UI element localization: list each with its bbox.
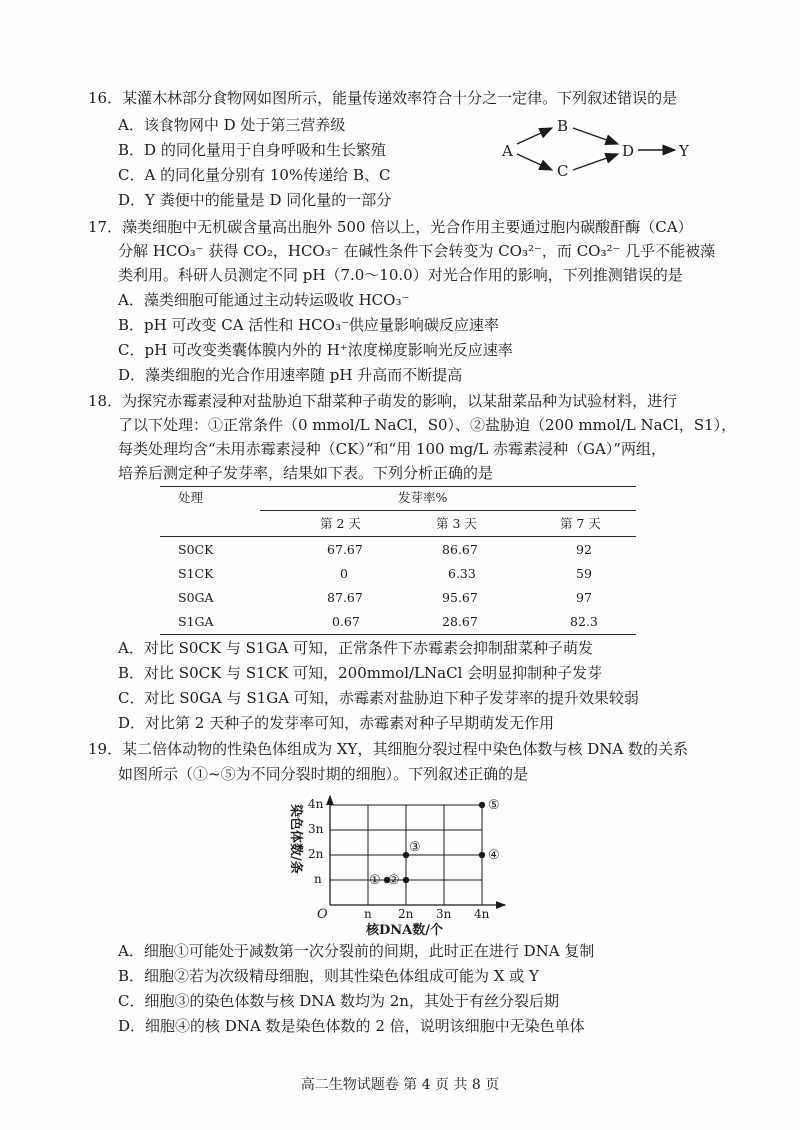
q17-option-a: A．藻类细胞可能通过主动转运吸收 HCO₃⁻ bbox=[118, 291, 410, 309]
table-cell: 0 bbox=[340, 566, 348, 581]
node-c: C bbox=[557, 162, 569, 180]
table-cell: 6.33 bbox=[448, 566, 476, 581]
q17-option-c: C．pH 可改变类囊体膜内外的 H⁺浓度梯度影响光反应速率 bbox=[118, 341, 513, 359]
q17-stem-line-1: 17．藻类细胞中无机碳含量高出胞外 500 倍以上，光合作用主要通过胞内碳酸酐酶（CA） bbox=[88, 218, 693, 236]
q19-option-c: C．细胞③的染色体数与核 DNA 数均为 2n，其处于有丝分裂后期 bbox=[118, 992, 559, 1010]
table-day-header: 第 7 天 bbox=[560, 516, 601, 531]
q19-stem-line-1: 19．某二倍体动物的性染色体组成为 XY，其细胞分裂过程中染色体数与核 DNA 数的关系 bbox=[88, 740, 688, 758]
table-cell: 92 bbox=[576, 542, 592, 557]
q17-stem-line-2: 分解 HCO₃⁻ 获得 CO₂，HCO₃⁻ 在碱性条件下会转变为 CO₃²⁻，而 CO₃²⁻ 几乎不能被藻 bbox=[118, 242, 716, 260]
point-label: ② bbox=[388, 873, 400, 888]
table-row-label: S0CK bbox=[178, 542, 214, 557]
table-day-header: 第 3 天 bbox=[436, 516, 477, 531]
table-row-label: S1CK bbox=[178, 566, 214, 581]
q18-stem-line-4: 培养后测定种子发芽率，结果如下表。下列分析正确的是 bbox=[118, 464, 494, 482]
table-cell: 59 bbox=[576, 566, 592, 581]
q16-option-d: D．Y 粪便中的能量是 D 同化量的一部分 bbox=[118, 191, 392, 209]
point-label: ③ bbox=[409, 840, 421, 855]
data-point bbox=[403, 877, 409, 883]
data-point bbox=[479, 802, 485, 808]
table-header-rule bbox=[160, 536, 636, 537]
data-point bbox=[479, 852, 485, 858]
q16-option-c: C．A 的同化量分别有 10%传递给 B、C bbox=[118, 166, 391, 184]
table-group-rule bbox=[260, 510, 636, 511]
point-label: ④ bbox=[488, 848, 500, 863]
q16-option-a: A．该食物网中 D 处于第三营养级 bbox=[118, 116, 346, 134]
node-d: D bbox=[622, 142, 635, 160]
arrow-a-b bbox=[517, 128, 552, 144]
y-tick-label: n bbox=[314, 872, 322, 886]
q18-stem-line-1: 18．为探究赤霉素浸种对盐胁迫下甜菜种子萌发的影响，以某甜菜品种为试验材料，进行 bbox=[88, 392, 678, 410]
q18-option-a: A．对比 S0CK 与 S1GA 可知，正常条件下赤霉素会抑制甜菜种子萌发 bbox=[118, 639, 594, 657]
graph-origin: O bbox=[317, 907, 328, 922]
q18-option-b: B．对比 S0CK 与 S1CK 可知，200mmol/LNaCl 会明显抑制种子发芽 bbox=[118, 664, 603, 682]
table-cell: 95.67 bbox=[442, 590, 478, 605]
q18-option-c: C．对比 S0GA 与 S1GA 可知，赤霉素对盐胁迫下种子发芽率的提升效果较弱 bbox=[118, 689, 639, 707]
q18-stem-line-2: 了以下处理：①正常条件（0 mmol/L NaCl，S0）、②盐胁迫（200 mmol/L NaCl，S1）， bbox=[118, 416, 737, 434]
table-cell: 87.67 bbox=[327, 590, 363, 605]
table-cell: 0.67 bbox=[332, 614, 360, 629]
graph-points bbox=[369, 798, 500, 888]
x-tick-label: 2n bbox=[398, 907, 414, 921]
q19-option-a: A．细胞①可能处于减数第一次分裂前的间期，此时正在进行 DNA 复制 bbox=[118, 942, 595, 960]
table-cell: 97 bbox=[576, 590, 592, 605]
table-cell: 82.3 bbox=[570, 614, 598, 629]
table-group-header: 发芽率% bbox=[398, 490, 448, 505]
table-cell: 67.67 bbox=[327, 542, 363, 557]
page-footer: 高二生物试题卷 第 4 页 共 8 页 bbox=[300, 1077, 500, 1093]
y-tick-label: 2n bbox=[308, 847, 324, 861]
q17-stem-line-3: 类利用。科研人员测定不同 pH（7.0～10.0）对光合作用的影响，下列推测错误的是 bbox=[118, 266, 683, 284]
node-y: Y bbox=[679, 142, 689, 160]
q18-option-d: D．对比第 2 天种子的发芽率可知，赤霉素对种子早期萌发无作用 bbox=[118, 714, 555, 732]
point-label: ① bbox=[369, 873, 381, 888]
q16-option-b: B．D 的同化量用于自身呼吸和生长繁殖 bbox=[118, 141, 386, 159]
table-bottom-rule bbox=[160, 634, 636, 635]
table-cell: 86.67 bbox=[442, 542, 478, 557]
q19-option-b: B．细胞②若为次级精母细胞，则其性染色体组成可能为 X 或 Y bbox=[118, 967, 539, 985]
q17-option-d: D．藻类细胞的光合作用速率随 pH 升高而不断提高 bbox=[118, 366, 463, 384]
table-row-label: S1GA bbox=[178, 614, 214, 629]
x-tick-label: 4n bbox=[474, 907, 490, 921]
q16-stem: 16．某灌木林部分食物网如图所示，能量传递效率符合十分之一定律。下列叙述错误的是 bbox=[88, 89, 678, 107]
q19-option-d: D．细胞④的核 DNA 数是染色体数的 2 倍，说明该细胞中无染色单体 bbox=[118, 1017, 585, 1035]
arrow-b-d bbox=[573, 128, 618, 144]
table-row-label: S0GA bbox=[178, 590, 214, 605]
chromosome-dna-graph bbox=[280, 790, 520, 940]
node-a: A bbox=[502, 142, 513, 160]
node-b: B bbox=[557, 117, 569, 135]
table-col-header: 处理 bbox=[178, 490, 204, 505]
x-axis-label: 核DNA数/个 bbox=[366, 923, 443, 938]
q17-option-b: B．pH 可改变 CA 活性和 HCO₃⁻供应量影响碳反应速率 bbox=[118, 316, 499, 334]
x-tick-label: n bbox=[364, 907, 372, 921]
point-label: ⑤ bbox=[488, 798, 500, 813]
q18-stem-line-3: 每类处理均含“未用赤霉素浸种（CK）”和“用 100 mg/L 赤霉素浸种（GA）”两组， bbox=[118, 440, 666, 458]
arrow-c-d bbox=[573, 154, 618, 170]
x-tick-label: 3n bbox=[436, 907, 452, 921]
arrow-a-c bbox=[517, 154, 552, 170]
food-web-diagram bbox=[495, 112, 710, 184]
table-cell: 28.67 bbox=[442, 614, 478, 629]
table-top-rule bbox=[160, 486, 636, 487]
table-day-header: 第 2 天 bbox=[320, 516, 361, 531]
y-tick-label: 4n bbox=[308, 797, 324, 811]
q19-stem-line-2: 如图所示（①~⑤为不同分裂时期的细胞）。下列叙述正确的是 bbox=[118, 765, 529, 783]
y-tick-label: 3n bbox=[308, 822, 324, 836]
y-axis-label: 染色体数/条 bbox=[288, 804, 303, 874]
